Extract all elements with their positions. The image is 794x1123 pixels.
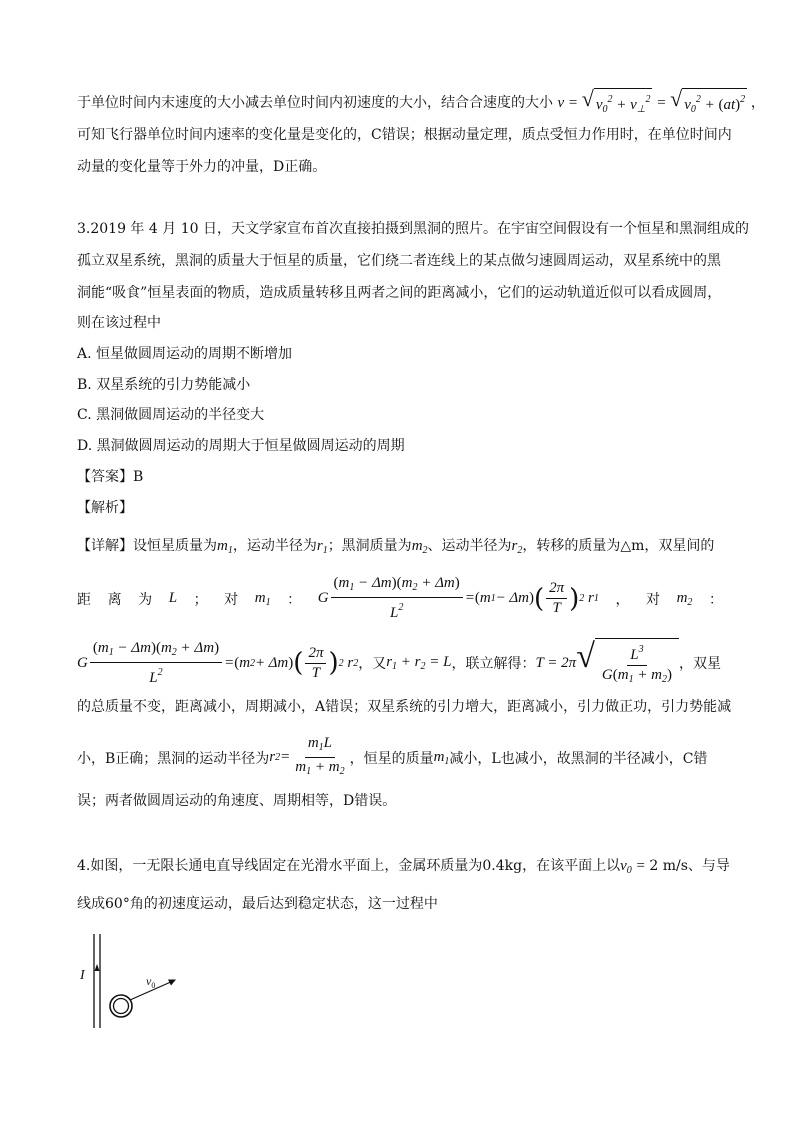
q3-detail-line5 bbox=[77, 735, 707, 780]
q4-stem-line1 bbox=[77, 857, 730, 880]
detail-text: 对 bbox=[224, 591, 239, 608]
q3-detail-line3 bbox=[77, 638, 721, 688]
p1-line1 bbox=[77, 88, 765, 119]
detail-text: ，双星 bbox=[679, 656, 722, 672]
detail-text: ，恒星的质量 bbox=[349, 750, 434, 767]
q3-detail-line2 bbox=[77, 575, 723, 622]
detail-text: 、运动半径为 bbox=[427, 538, 512, 554]
equation-blackhole: G $\frac{(m_1 - \Delta m)(m_2 + \Delta m)}{L^2}$ = ( m 2 + Δm ) ( $\frac{2\pi}{T}$ ) 2 r 2 bbox=[77, 639, 359, 686]
p1-line3: 动量的变化量等于外力的冲量，D正确。 bbox=[77, 159, 327, 175]
m1-symbol: $m_1$ bbox=[217, 538, 233, 556]
sum-radius-equation: $r_1 + r_2 = L$ bbox=[386, 654, 452, 672]
q3-stem-line3: 洞能“吸食”恒星表面的物质，造成质量转移且两者之间的距离减小，它们的运动轨道近似可以看成圆周， bbox=[77, 285, 722, 301]
r2-formula: r 2 = $\frac{m_1L}{m_1 + m_2}$ bbox=[269, 735, 345, 777]
m1-symbol: $m_1$ bbox=[433, 748, 450, 767]
detail-text: ， bbox=[615, 591, 630, 608]
m1-symbol: $m_1$ bbox=[254, 589, 271, 608]
m2-symbol: $m_2$ bbox=[411, 538, 428, 556]
detail-text: 小，B正确；黑洞的运动半径为 bbox=[77, 750, 270, 767]
r2-symbol: $r_2$ bbox=[511, 538, 523, 556]
velocity-label: $v_0$ bbox=[146, 974, 156, 990]
detail-text: 为 bbox=[138, 591, 153, 608]
q3-option-c: C. 黑洞做圆周运动的半径变大 bbox=[77, 407, 265, 423]
q3-answer: 【答案】B bbox=[77, 469, 144, 485]
current-label: I bbox=[80, 968, 85, 983]
q3-option-d: D. 黑洞做圆周运动的周期大于恒星做圆周运动的周期 bbox=[77, 438, 405, 454]
detail-text: 对 bbox=[646, 591, 661, 608]
wire-ring-figure bbox=[75, 930, 215, 1040]
q3-stem-line4: 则在该过程中 bbox=[77, 315, 161, 331]
q4-stem-line2: 线成60°角的初速度运动，最后达到稳定状态，这一过程中 bbox=[77, 896, 438, 912]
L-symbol: L bbox=[168, 590, 178, 606]
q3-detail-line1 bbox=[77, 537, 714, 560]
current-arrow bbox=[95, 964, 100, 971]
q3-stem-line1: 3.2019 年 4 月 10 日，天文学家宣布首次直接拍摄到黑洞的照片。在宇宙空间假设有一个恒星和黑洞组成的 bbox=[77, 221, 749, 237]
detail-text: ；黑洞质量为 bbox=[327, 538, 412, 554]
q4-text: 2 m/s、与导 bbox=[649, 858, 730, 874]
detail-text: ，运动半径为 bbox=[232, 538, 317, 554]
detail-text: ： bbox=[708, 591, 723, 608]
detail-text: ； bbox=[193, 591, 208, 608]
q3-detail-line6: 误；两者做圆周运动的角速度、周期相等，D错误。 bbox=[77, 793, 397, 809]
detail-text: 距 bbox=[77, 591, 91, 608]
detail-text: ： bbox=[287, 591, 302, 608]
p1-text-b: ， bbox=[750, 94, 765, 111]
m2-symbol: $m_2$ bbox=[676, 589, 693, 608]
q4-text: 4.如图，一无限长通电直导线固定在光滑水平面上，金属环质量为0.4kg，在该平面上以 bbox=[77, 858, 621, 874]
velocity-formula: v = √ $v_0^2 + v_\perp^2$ = √ $v_0^2 + (at)^2$ bbox=[557, 95, 750, 111]
q3-option-a: A. 恒星做圆周运动的周期不断增加 bbox=[77, 346, 293, 362]
detail-text: ，又 bbox=[358, 656, 387, 672]
detail-text: 离 bbox=[107, 591, 122, 608]
metal-ring-inner bbox=[114, 999, 129, 1014]
q3-detail-line4: 的总质量不变，距离减小，周期减小，A错误；双星系统的引力增大，距离减小，引力做正功，引力势能减 bbox=[77, 699, 732, 715]
r1-symbol: $r_1$ bbox=[316, 538, 328, 556]
v0-symbol: $v_0$ = bbox=[620, 858, 650, 876]
detail-text: 【详解】设恒星质量为 bbox=[77, 538, 217, 554]
detail-text: ，联立解得： bbox=[451, 656, 536, 672]
q3-option-b: B. 双星系统的引力势能减小 bbox=[77, 377, 251, 393]
p1-line2: 可知飞行器单位时间内速率的变化量是变化的，C错误；根据动量定理，质点受恒力作用时，在单位时间内 bbox=[77, 127, 732, 143]
q3-stem-line2: 孤立双星系统，黑洞的质量大于恒星的质量，它们绕二者连线上的某点做匀速圆周运动，双星系统中的黑 bbox=[77, 253, 721, 269]
p1-text-a: 于单位时间内末速度的大小减去单位时间内初速度的大小，结合合速度的大小 bbox=[77, 94, 553, 111]
detail-text: 减小，L也减小，故黑洞的半径减小，C错 bbox=[449, 750, 708, 767]
equation-star: G $\frac{(m_1 - \Delta m)(m_2 + \Delta m)}{L^2}$ = ( m 1 − Δm ) ( $\frac{2\pi}{T}$ ) 2 r 1 bbox=[317, 575, 599, 621]
period-formula: T = 2π √ $\frac{L^3}{G(m_1 + m_2)}$ bbox=[535, 638, 679, 688]
detail-text: ，转移的质量为△m，双星间的 bbox=[522, 538, 715, 554]
q3-analysis-title: 【解析】 bbox=[77, 500, 133, 516]
